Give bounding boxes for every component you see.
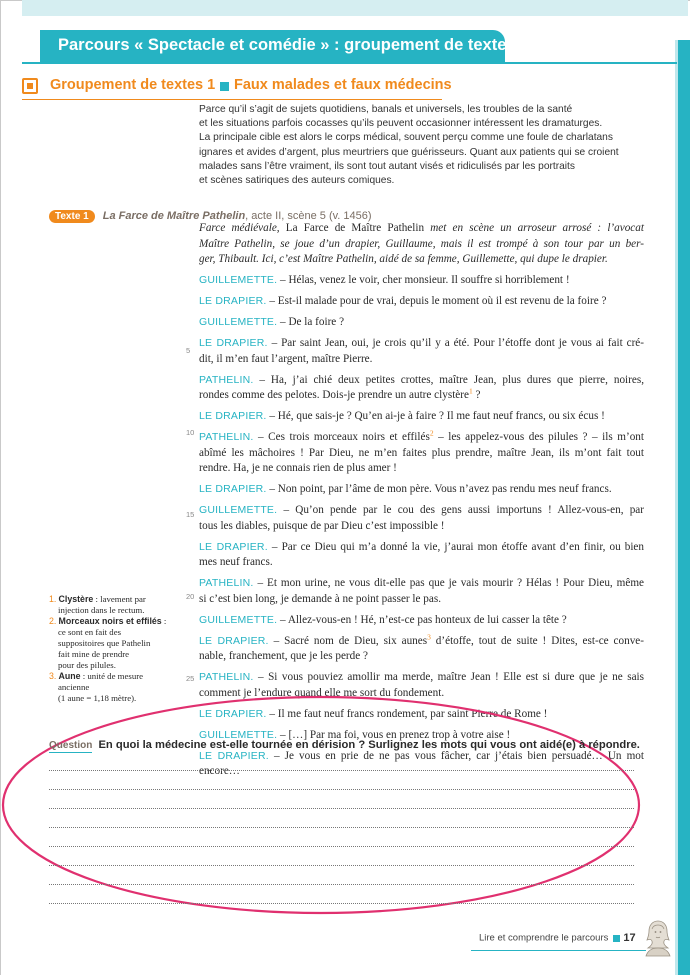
footnote: [49, 594, 177, 605]
dialogue-line: [199, 336, 644, 352]
intro-line: et scènes satiriques des auteurs comiques.: [199, 175, 395, 187]
reply-text: – Et mon urine, ne vous dit-elle pas que je vais mourir ? Hélas ! Pour Dieu, même: [253, 577, 644, 589]
dialogue-line: comment je l’endure quand elle me sort du fondement.: [199, 686, 445, 699]
speaker-name: LE DRAPIER.: [199, 483, 267, 495]
section-heading: [22, 76, 662, 98]
dialogue-line: tous les diables, puisque de par Dieu c’est impossible !: [199, 519, 445, 532]
speaker-name: GUILLEMETTE.: [199, 504, 278, 516]
answer-line[interactable]: [49, 865, 634, 866]
reply-text: – Non point, par l’âme de mon père. Vous n’avez pas rendu mes neuf francs.: [266, 483, 612, 495]
extract-intro-line: ger, Thibault. Ici, c’est Maître Pathelin, aidé de sa femme, Guillemette, qui dupe le drapier.: [199, 253, 608, 265]
reply-text: – Si vous pouviez amollir ma merde, maître Jean ! Elle est si dure que je ne sais: [253, 671, 644, 683]
answer-line[interactable]: [49, 884, 634, 885]
intro-line: malades sans l’être vraiment, ils sont tout autant visés et ridiculisés par les portraits: [199, 160, 575, 172]
dialogue-line: rendre. Ha, je ne connais rien de plus amer !: [199, 462, 397, 474]
speaker-name: GUILLEMETTE.: [199, 274, 278, 286]
speaker-name: GUILLEMETTE.: [199, 613, 278, 626]
dialogue-line: [199, 613, 644, 629]
footnote: [49, 616, 177, 627]
dialogue-line: [199, 631, 644, 650]
dialogue-line: si c’est bien long, je demande à ne point passer le pas.: [199, 592, 442, 605]
footnote-number: 3.: [49, 671, 57, 681]
reply-text: – Ces trois morceaux noirs et effilés: [253, 431, 430, 443]
reply-text: rondes comme des pelotes. Dois-je prendre un autre clystère: [199, 389, 469, 401]
question-text: En quoi la médecine est-elle tournée en dérision ? Surlignez les mots qui vous ont aidé(e) à répondre.: [98, 739, 640, 751]
answer-line[interactable]: [49, 827, 634, 828]
header: [22, 16, 688, 62]
dialogue-line: mes neuf francs.: [199, 556, 273, 568]
intro-line: Parce qu’il s’agit de sujets quotidiens, banals et universels, les troubles de la santé: [199, 104, 573, 115]
reply-text: – Ha, j’ai chié deux petites crottes, maître Jean, plus dures que pierre, noires,: [253, 373, 644, 386]
footnote-ref[interactable]: 1: [468, 386, 473, 396]
footnote-text: fait mine de prendre: [58, 649, 130, 659]
group-title: Faux malades et faux médecins: [234, 77, 452, 93]
answer-line[interactable]: [49, 770, 634, 771]
reply-text: d’étoffe, tout de suite ! Dites, est-ce conve-: [430, 634, 644, 647]
reply-text: – Allez-vous-en ! Hé, n’est-ce pas honteux de lui casser la tête ?: [277, 613, 567, 626]
reply-text: – Hélas, venez le voir, cher monsieur. Il souffre si horriblement !: [277, 274, 570, 286]
dialogue-line: [199, 430, 644, 446]
footnote-text: : unité de mesure: [80, 671, 144, 681]
footnote-term: Morceaux noirs et effilés: [58, 616, 162, 626]
dialogue-line: [199, 273, 644, 289]
section-underline: [22, 99, 442, 100]
question-label: Question: [49, 740, 93, 751]
reply-text: – […] Par ma foi, vous en prenez trop à votre aise !: [277, 728, 511, 741]
answer-line[interactable]: [49, 903, 634, 904]
speaker-name: LE DRAPIER.: [199, 337, 268, 349]
speaker-name: LE DRAPIER.: [199, 707, 267, 720]
dialogue-line: [199, 576, 644, 592]
reply-text: – Hé, que sais-je ? Qu’en ai-je à faire ? Il me faut neuf francs, ou six écus !: [266, 410, 605, 422]
footnote-text: ce sont en fait des: [58, 627, 122, 637]
texte-title-italic: La Farce de Maître Pathelin: [102, 210, 246, 223]
speaker-name: LE DRAPIER.: [199, 634, 269, 647]
answer-line[interactable]: [49, 789, 634, 790]
speaker-name: LE DRAPIER.: [199, 540, 268, 553]
header-rule: [22, 62, 677, 64]
side-bar: [678, 40, 690, 975]
footer-rule: [471, 950, 646, 951]
line-number: 5: [186, 346, 191, 355]
reply-text: – les appelez-vous des pilules ? – ils m’ont: [433, 431, 644, 443]
dialogue-line: [199, 540, 644, 556]
footnote-number: 1.: [49, 594, 57, 604]
dialogue-line: [199, 294, 644, 310]
reply-text: – Est-il malade pour de vrai, depuis le moment où il est revenu de la foire ?: [266, 295, 607, 307]
dialogue-line: nable, franchement, que je les perde ?: [199, 650, 368, 662]
dialogue-line: [199, 409, 644, 425]
author-bust-icon: [643, 917, 673, 957]
extract-intro-line: [199, 221, 644, 237]
dialogue-line: [199, 315, 644, 331]
teal-square-icon: [220, 82, 229, 91]
reply-text: – Qu’on pende par le cou des gens aussi importuns ! Allez-vous-en, par: [277, 504, 644, 516]
footnote-ref[interactable]: 2: [429, 428, 434, 438]
dialogue-line: [199, 388, 644, 404]
dialogue-line: [199, 670, 644, 686]
extract-intro-a: Farce médiévale,: [199, 222, 286, 234]
speaker-name: PATHELIN.: [199, 431, 254, 443]
footnotes: [49, 594, 177, 704]
reply-text: – Par ce Dieu qui m’a donné la vie, j’aurai mon étoffe avant d’en finir, ou bien: [267, 540, 644, 553]
speaker-name: LE DRAPIER.: [199, 410, 267, 422]
reply-text: – Par saint Jean, oui, je crois qu’il y a été. Pour l’étoffe dont je vous ai fait cré-: [267, 337, 644, 349]
top-band: [22, 0, 688, 16]
footnote-text: :: [161, 616, 167, 626]
extract-intro-c: met en scène un arroseur arrosé : l’avocat: [424, 222, 644, 234]
reply-text: ?: [472, 389, 481, 401]
footnote-text: ancienne: [58, 682, 90, 692]
footnote-ref[interactable]: 3: [427, 631, 431, 641]
footer: [479, 932, 636, 944]
group-label: Groupement de textes 1: [50, 77, 216, 93]
reply-text: – De la foire ?: [277, 316, 345, 328]
footnote-text: pour des pilules.: [58, 660, 116, 670]
footnote-text: injection dans le rectum.: [58, 605, 145, 615]
reply-text: – Il me faut neuf francs rondement, par saint Pierre de Rome !: [266, 707, 548, 720]
footnote-number: 2.: [49, 616, 57, 626]
footer-label: Lire et comprendre le parcours: [479, 932, 609, 944]
intro-line: et les situations parfois cocasses qu’ils peuvent occasionner intéressent les dramaturges.: [199, 118, 603, 130]
intro-line: ignares et avides d’argent, plus meurtriers que guérisseurs. Quant aux patients qui se croient: [199, 146, 619, 158]
reply-text: – Je vous en prie de ne pas vous fâcher, car j’étais bien persuadé… Un mot: [268, 749, 645, 762]
page-title: Parcours « Spectacle et comédie » : groupement de textes: [58, 36, 516, 54]
answer-line[interactable]: [49, 808, 634, 809]
question: [49, 739, 649, 751]
reply-text: – Sacré nom de Dieu, six aunes: [268, 634, 428, 647]
line-number: 15: [186, 510, 195, 519]
speaker-name: GUILLEMETTE.: [199, 728, 278, 741]
intro-line: La principale cible est alors le corps médical, souvent perçu comme une foule de charlatans: [199, 132, 613, 144]
dialogue-line: [199, 482, 644, 498]
dialogue-line: [199, 373, 644, 389]
footnote-text: : lavement par: [93, 594, 146, 604]
extract-intro-work: La Farce de Maître Pathelin: [285, 222, 425, 234]
speaker-name: LE DRAPIER.: [199, 295, 267, 307]
speaker-name: PATHELIN.: [199, 373, 254, 386]
dialogue-line: abîmé les mâchoires ! Par Dieu, ne m’en faites plus prendre, maître Jean, ils m’ont fait tout: [199, 446, 644, 459]
footnote-text: (1 aune = 1,18 mètre).: [58, 693, 137, 703]
footnote-text: suppositoires que Pathelin: [58, 638, 151, 648]
extract-intro-line: Maître Pathelin, se joue d’un drapier, Guillaume, mais il est trompé à son tour par un ber-: [199, 237, 644, 250]
footnote-term: Clystère: [58, 594, 94, 604]
speaker-name: GUILLEMETTE.: [199, 316, 278, 328]
speaker-name: LE DRAPIER.: [199, 749, 269, 762]
orange-square-icon: [22, 78, 38, 94]
texte-title-ref: , acte II, scène 5 (v. 1456): [245, 210, 372, 223]
teal-square-icon: [613, 935, 620, 942]
dialogue-line: encore…: [199, 765, 240, 777]
intro-paragraph: [199, 103, 639, 188]
line-number: 10: [186, 428, 195, 437]
footnote-term: Aune: [58, 671, 81, 681]
speaker-name: PATHELIN.: [199, 671, 254, 683]
dialogue-line: [199, 503, 644, 519]
answer-line[interactable]: [49, 846, 634, 847]
texte-badge: Texte 1: [49, 210, 95, 223]
line-number: 20: [186, 592, 195, 601]
speaker-name: PATHELIN.: [199, 577, 254, 589]
dialogue-line: dit, il m’en faut l’argent, maître Pierre.: [199, 352, 373, 365]
line-number: 25: [186, 674, 195, 683]
page-number: 17: [623, 932, 636, 944]
footnote: [49, 671, 177, 682]
